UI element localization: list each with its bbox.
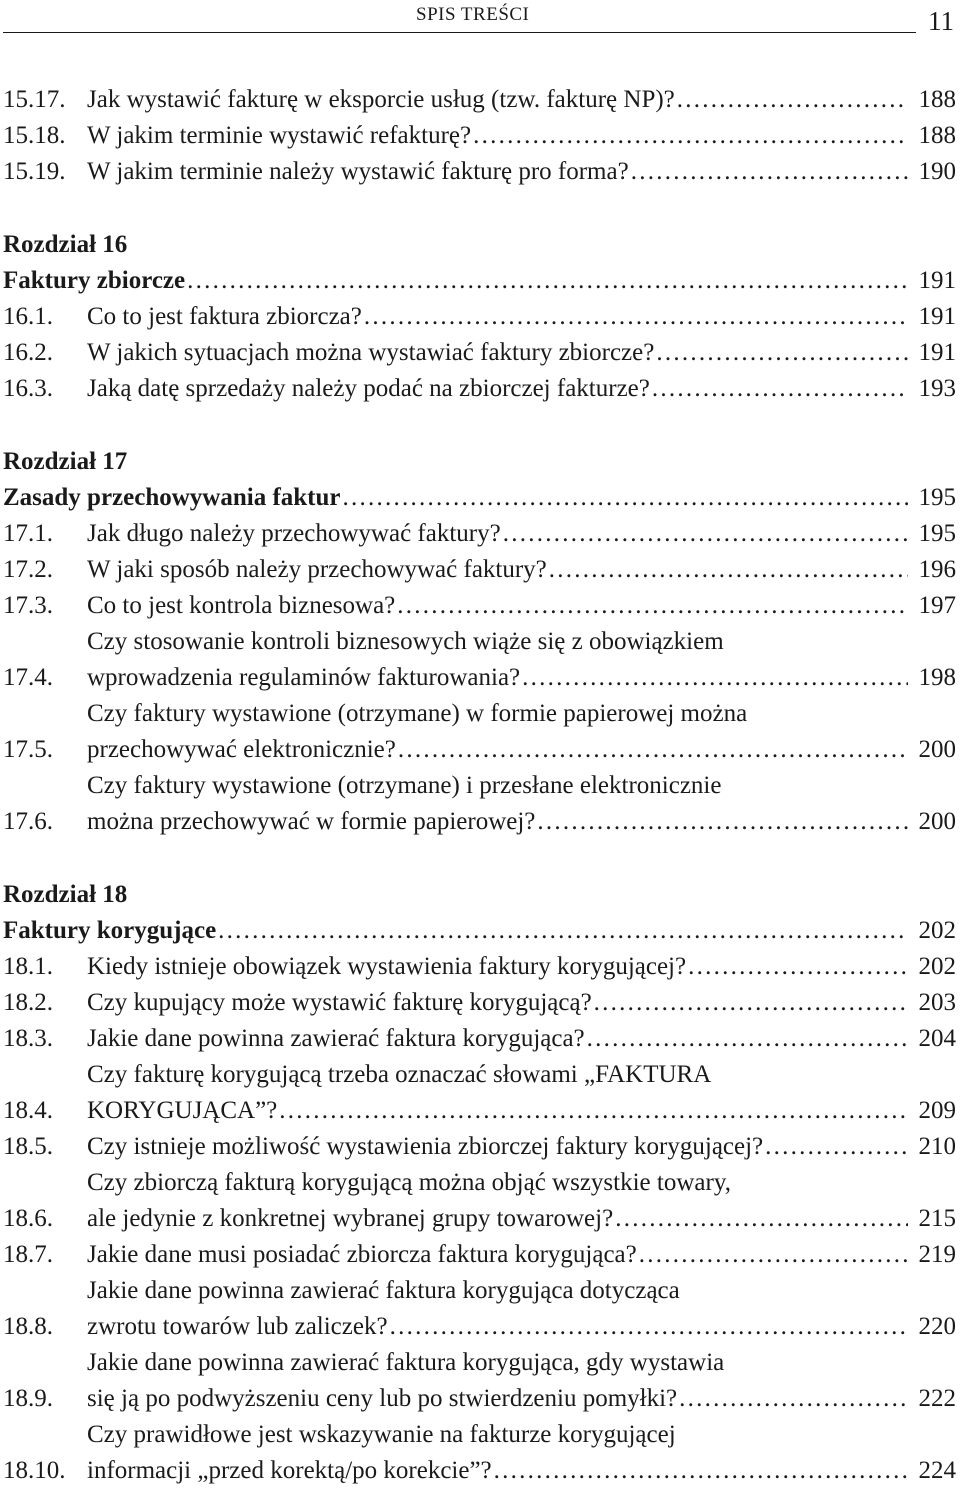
page-ref: 200 (918, 808, 956, 835)
running-header-title: SPIS TREŚCI (416, 4, 530, 25)
entry-line (87, 516, 956, 552)
entry-number: 16.3. (3, 375, 53, 402)
entry-title: W jakim terminie należy wystawić fakturę pro forma? (87, 158, 629, 185)
entry-number: 18.6. (3, 1205, 53, 1232)
dot-leader (279, 1093, 908, 1129)
entry-number: 16.1. (3, 303, 53, 330)
page-ref: 204 (918, 1025, 956, 1052)
dot-leader (549, 552, 908, 588)
page-ref: 210 (918, 1133, 956, 1160)
entry-title: Co to jest kontrola biznesowa? (87, 592, 396, 619)
entry-text (3, 263, 956, 299)
dot-leader (615, 1201, 908, 1237)
toc-entry (3, 1417, 956, 1489)
page-ref: 222 (918, 1385, 956, 1412)
entry-title: KORYGUJĄCA”? (87, 1097, 278, 1124)
chapter-section (3, 444, 956, 840)
entry-text (3, 480, 956, 516)
page-ref: 193 (918, 375, 956, 402)
chapter-label: Rozdział 18 (3, 881, 128, 908)
toc-entry (3, 299, 956, 335)
entry-number: 18.1. (3, 953, 53, 980)
dot-leader (587, 1021, 908, 1057)
entry-text (87, 335, 956, 371)
entry-number: 17.2. (3, 556, 53, 583)
toc-entry (3, 985, 956, 1021)
toc-entry (3, 588, 956, 624)
toc-entry (3, 263, 956, 299)
entry-text (87, 1273, 956, 1345)
continued-section (3, 82, 956, 190)
dot-leader (503, 516, 908, 552)
entry-title: ale jedynie z konkretnej wybranej grupy towarowej? (87, 1205, 614, 1232)
entry-number: 15.18. (3, 122, 66, 149)
entry-title: Jakie dane powinna zawierać faktura korygująca, gdy wystawia (87, 1349, 725, 1376)
entry-number: 18.8. (3, 1313, 53, 1340)
dot-leader (688, 949, 908, 985)
chapter-section (3, 227, 956, 407)
entry-number: 18.4. (3, 1097, 53, 1124)
entry-title: wprowadzenia regulaminów fakturowania? (87, 664, 521, 691)
toc-entry (3, 913, 956, 949)
page-ref: 195 (918, 484, 956, 511)
entry-line (87, 1417, 956, 1453)
entry-title: W jakich sytuacjach można wystawiać faktury zbiorcze? (87, 339, 655, 366)
entry-line (87, 1021, 956, 1057)
toc-entry (3, 1273, 956, 1345)
entry-text (87, 1417, 956, 1489)
entry-number: 17.4. (3, 664, 53, 691)
toc-entry (3, 1129, 956, 1165)
toc-entry (3, 1165, 956, 1237)
header-rule (3, 32, 916, 33)
entry-line (87, 552, 956, 588)
entry-text (87, 768, 956, 840)
toc-entry (3, 1021, 956, 1057)
toc-entry (3, 696, 956, 768)
entry-line (87, 1453, 956, 1489)
toc-entry (3, 552, 956, 588)
entry-number: 15.19. (3, 158, 66, 185)
entry-line (3, 263, 956, 299)
entry-number: 18.5. (3, 1133, 53, 1160)
toc-entry (3, 335, 956, 371)
dot-leader (652, 371, 908, 407)
dot-leader (187, 263, 908, 299)
toc-entry (3, 1057, 956, 1129)
dot-leader (631, 154, 908, 190)
entry-line (87, 985, 956, 1021)
page-ref: 190 (918, 158, 956, 185)
entry-line (87, 696, 956, 732)
entry-line (87, 1201, 956, 1237)
entry-text (87, 516, 956, 552)
entry-text (87, 371, 956, 407)
chapter-label: Rozdział 17 (3, 448, 128, 475)
entry-title: Jakie dane musi posiadać zbiorcza faktura korygująca? (87, 1241, 637, 1268)
entry-number: 17.6. (3, 808, 53, 835)
entry-text (87, 696, 956, 768)
dot-leader (364, 299, 908, 335)
toc-entry (3, 768, 956, 840)
toc-entry (3, 516, 956, 552)
entry-line (87, 335, 956, 371)
dot-leader (677, 82, 908, 118)
toc-entry (3, 1345, 956, 1417)
page-ref: 197 (918, 592, 956, 619)
entry-number: 18.9. (3, 1385, 53, 1412)
dot-leader (343, 480, 908, 516)
entry-line (87, 1309, 956, 1345)
chapter-title: Faktury zbiorcze (3, 267, 186, 294)
entry-number: 18.10. (3, 1457, 66, 1484)
page-ref: 224 (918, 1457, 956, 1484)
entry-text (87, 299, 956, 335)
page-ref: 203 (918, 989, 956, 1016)
entry-title: Jak długo należy przechowywać faktury? (87, 520, 501, 547)
entry-line (87, 1165, 956, 1201)
chapter-label: Rozdział 16 (3, 231, 128, 258)
dot-leader (522, 660, 908, 696)
entry-text (3, 913, 956, 949)
entry-text (87, 624, 956, 696)
entry-title: można przechowywać w formie papierowej? (87, 808, 536, 835)
dot-leader (390, 1309, 908, 1345)
entry-line (87, 299, 956, 335)
dot-leader (656, 335, 908, 371)
entry-title: Jaką datę sprzedaży należy podać na zbiorczej fakturze? (87, 375, 650, 402)
entry-line (87, 1381, 956, 1417)
page-ref: 202 (918, 917, 956, 944)
entry-line (87, 624, 956, 660)
entry-title: Czy fakturę korygującą trzeba oznaczać słowami „FAKTURA (87, 1061, 712, 1088)
entry-line (3, 480, 956, 516)
entry-title: się ją po podwyższeniu ceny lub po stwierdzeniu pomyłki? (87, 1385, 678, 1412)
page-ref: 191 (918, 339, 956, 366)
toc-entry (3, 154, 956, 190)
entry-number: 18.7. (3, 1241, 53, 1268)
chapter-title: Faktury korygujące (3, 917, 217, 944)
entry-title: W jakim terminie wystawić refakturę? (87, 122, 472, 149)
page-ref: 202 (918, 953, 956, 980)
entry-line (87, 1093, 956, 1129)
entry-text (87, 949, 956, 985)
entry-line (87, 1345, 956, 1381)
entry-title: przechowywać elektronicznie? (87, 736, 396, 763)
page-ref: 209 (918, 1097, 956, 1124)
entry-text (87, 82, 956, 118)
dot-leader (679, 1381, 908, 1417)
entry-line (87, 804, 956, 840)
page-ref: 188 (918, 86, 956, 113)
entry-text (87, 1021, 956, 1057)
entry-line (87, 371, 956, 407)
entry-text (87, 552, 956, 588)
page-number: 11 (928, 6, 954, 36)
entry-line (87, 768, 956, 804)
entry-text (87, 118, 956, 154)
toc-entry (3, 1237, 956, 1273)
dot-leader (537, 804, 908, 840)
entry-title: W jaki sposób należy przechowywać faktury? (87, 556, 547, 583)
entry-text (87, 588, 956, 624)
entry-line (87, 1273, 956, 1309)
dot-leader (765, 1129, 908, 1165)
table-of-contents (3, 82, 956, 1489)
dot-leader (397, 588, 908, 624)
entry-line (87, 660, 956, 696)
entry-number: 16.2. (3, 339, 53, 366)
entry-number: 17.1. (3, 520, 53, 547)
entry-title: Jakie dane powinna zawierać faktura korygująca? (87, 1025, 585, 1052)
entry-number: 18.2. (3, 989, 53, 1016)
entry-text (87, 1237, 956, 1273)
entry-title: Czy prawidłowe jest wskazywanie na fakturze korygującej (87, 1421, 676, 1448)
page-ref: 219 (918, 1241, 956, 1268)
entry-text (87, 1345, 956, 1417)
entry-title: Czy faktury wystawione (otrzymane) w formie papierowej można (87, 700, 748, 727)
entry-line (87, 1237, 956, 1273)
entry-line (87, 118, 956, 154)
page-ref: 200 (918, 736, 956, 763)
toc-entry (3, 949, 956, 985)
entry-line (87, 154, 956, 190)
entry-title: Czy kupujący może wystawić fakturę korygującą? (87, 989, 592, 1016)
page-ref: 191 (918, 303, 956, 330)
entry-title: Czy zbiorczą fakturą korygującą można objąć wszystkie towary, (87, 1169, 731, 1196)
entry-title: Czy stosowanie kontroli biznesowych wiąże się z obowiązkiem (87, 628, 724, 655)
entry-line (87, 1057, 956, 1093)
toc-entry (3, 624, 956, 696)
toc-entry (3, 371, 956, 407)
entry-text (87, 985, 956, 1021)
entry-text (87, 1129, 956, 1165)
dot-leader (218, 913, 908, 949)
entry-title: informacji „przed korektą/po korekcie”? (87, 1457, 492, 1484)
entry-number: 15.17. (3, 86, 66, 113)
page-ref: 220 (918, 1313, 956, 1340)
entry-text (87, 1165, 956, 1237)
entry-number: 17.5. (3, 736, 53, 763)
entry-title: Jakie dane powinna zawierać faktura korygująca dotycząca (87, 1277, 680, 1304)
dot-leader (494, 1453, 908, 1489)
dot-leader (398, 732, 908, 768)
toc-entry (3, 480, 956, 516)
page-ref: 195 (918, 520, 956, 547)
entry-title: Jak wystawić fakturę w eksporcie usług (tzw. fakturę NP)? (87, 86, 675, 113)
page-ref: 188 (918, 122, 956, 149)
entry-line (87, 949, 956, 985)
dot-leader (473, 118, 908, 154)
page-header (0, 0, 960, 40)
entry-line (3, 913, 956, 949)
entry-text (87, 154, 956, 190)
entry-number: 18.3. (3, 1025, 53, 1052)
toc-entry (3, 118, 956, 154)
page-ref: 198 (918, 664, 956, 691)
entry-title: Kiedy istnieje obowiązek wystawienia faktury korygującej? (87, 953, 687, 980)
page-ref: 196 (918, 556, 956, 583)
entry-line (87, 588, 956, 624)
dot-leader (639, 1237, 908, 1273)
chapter-section (3, 877, 956, 1489)
entry-number: 17.3. (3, 592, 53, 619)
entry-title: zwrotu towarów lub zaliczek? (87, 1313, 388, 1340)
page-ref: 215 (918, 1205, 956, 1232)
entry-line (87, 732, 956, 768)
entry-title: Czy faktury wystawione (otrzymane) i przesłane elektronicznie (87, 772, 722, 799)
dot-leader (594, 985, 908, 1021)
toc-entry (3, 82, 956, 118)
entry-line (87, 82, 956, 118)
page-ref: 191 (918, 267, 956, 294)
entry-title: Co to jest faktura zbiorcza? (87, 303, 362, 330)
chapter-title: Zasady przechowywania faktur (3, 484, 341, 511)
entry-title: Czy istnieje możliwość wystawienia zbiorczej faktury korygującej? (87, 1133, 764, 1160)
entry-line (87, 1129, 956, 1165)
entry-text (87, 1057, 956, 1129)
